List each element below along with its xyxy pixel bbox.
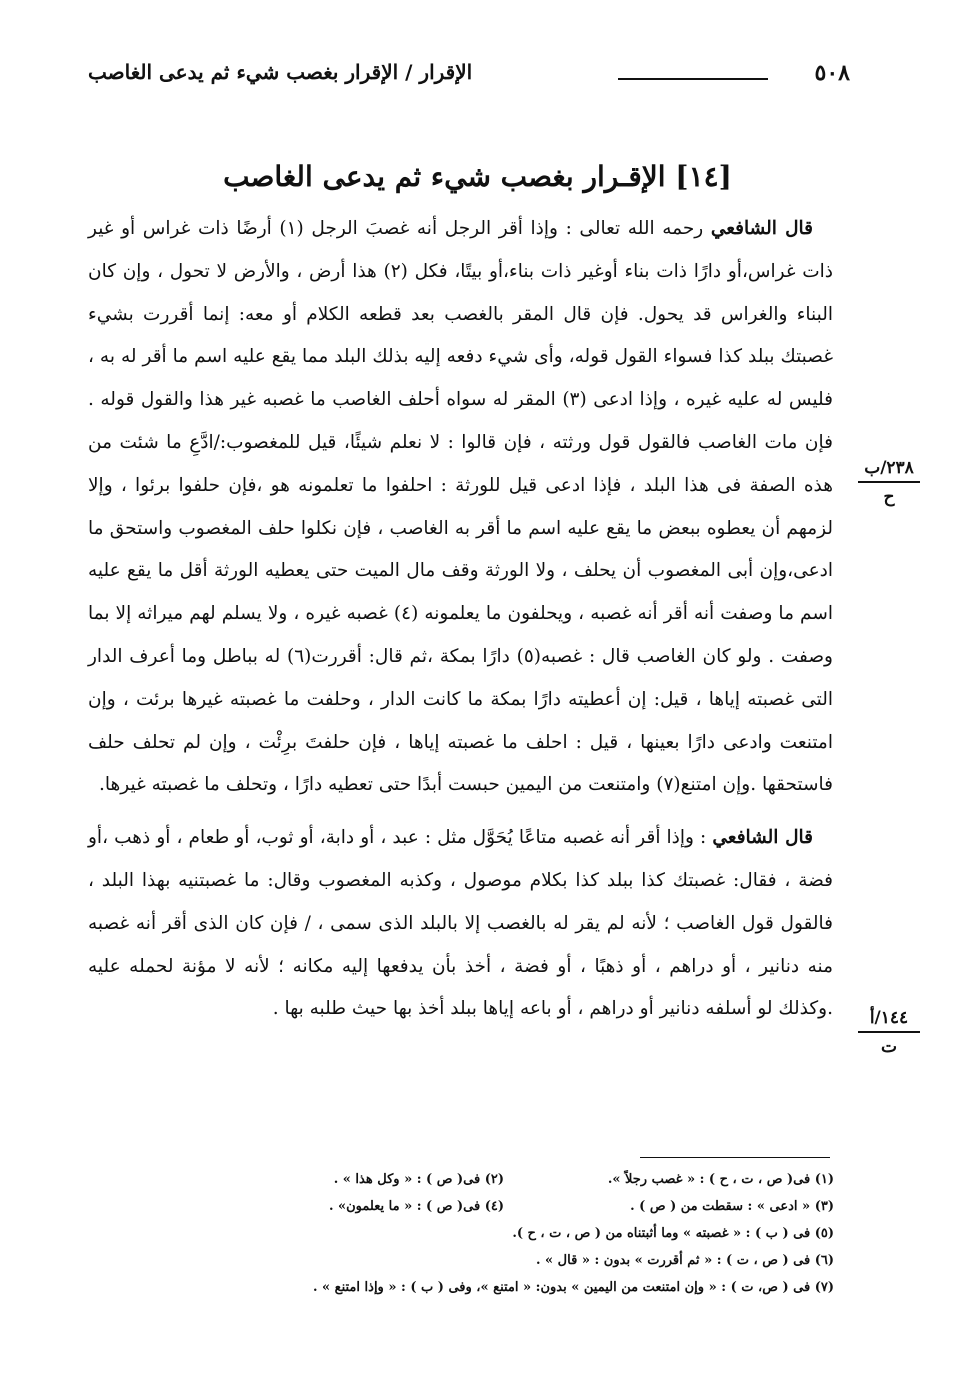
footnote-row	[150, 1166, 834, 1193]
running-header	[88, 58, 850, 98]
margin-reference	[858, 1008, 920, 1057]
running-title: الإقرار / الإقرار بغصب شيء ثم يدعى الغاصب	[88, 60, 473, 84]
page-number: ٥٠٨	[814, 60, 850, 86]
paragraph-2	[88, 817, 833, 1031]
margin-reference	[858, 458, 920, 507]
footnote: (٥) فى ( ب ) : « غصبته » وما أثبتناه من ( ص ، ت ، ح ).	[512, 1226, 834, 1241]
speaker-label: قال الشافعي	[712, 827, 813, 849]
speaker-label: قال الشافعي	[710, 218, 814, 239]
footnote: (٤) فى( ص ) : « ما يعلمون» .	[328, 1199, 504, 1214]
chapter-title: [١٤] الإقـرار بغصب شيء ثم يدعى الغاصب	[223, 160, 732, 193]
footnote: (٢) فى( ص ) : « وكل هذا » .	[333, 1172, 504, 1187]
paragraph-text: رحمه الله تعالى : وإذا أقر الرجل أنه غصبَ الرجل (١) أرضًا ذات غراس أو غير ذات غراس،أو دارًا ذات بناء أوغير ذات بناء،أو بيتًا، فكل (٢) هذا أرض ، والأرض لا تحول ، وإن كان البناء والغراس قد يحول. فإن قال المقر بالغصب بعد قطعه الكلام أو معه: إنما أقررت بشيء غصبتك ببلد كذا فسواء القول قوله، وأى شيء دفعه إليه بذلك البلد مما يقع عليه اسم ما أقر له به ، فليس له عليه غيره ، وإذا ادعى (٣) المقر له سواه أحلف الغاصب ما غصبه غير هذا والقول قوله . فإن مات الغاصب فالقول قول ورثته ، فإن قالوا : لا نعلم شيئًا، قيل للمغصوب:/ادَّعِ ما شئت من هذه الصفة فى هذا البلد ، فإذا ادعى قيل للورثة : احلفوا ما تعلمونه هو ،فإن حلفوا برئوا ، وإلا لزمهم أن يعطوه ببعض ما يقع عليه اسم ما أقر به الغاصب ، فإن نكلوا حلف المغصوب واستحق ما ادعى،وإن أبى المغصوب أن يحلف ، ولا الورثة وقف مال الميت حتى يعطيه الورثة أقل ما يقع عليه اسم ما وصفت أنه أقر أنه غصبه ، ويحلفون ما يعلمونه (٤) غصبه غيره ، ولا يسلم لهم ميراثه إلا بما وصفت . ولو كان الغاصب قال : غصبه(٥) دارًا بمكة ،ثم قال: أقررت(٦) له بباطل وما أعرف الدار التى غصبته إياها ، قيل: إن أعطيته دارًا بمكة ما كانت الدار ، وحلفت ما غصبته غيرها برئت ، وإن امتنعت وادعى دارًا بعينها ، قيل : احلف ما غصبته إياها ، فإن حلفتَ برِئْت ، وإن لم تحلف حلف فاستحقها .وإن امتنع(٧) وامتنعت من اليمين حبست أبدًا حتى تعطيه دارًا ، وتحلف ما غصبته غيرها.	[88, 218, 834, 796]
margin-reference-manuscript: ت	[880, 1037, 897, 1057]
paragraph-1	[88, 208, 833, 807]
margin-reference-manuscript: ح	[883, 487, 895, 507]
paragraph-text: : وإذا أقر أنه غصبه متاعًا يُحَوَّل مثل : عبد ، أو دابة، أو ثوب، أو طعام ، أو ذهب ،أو فضة ، فقال: غصبتك كذا ببلد كذا بكلام موصول ، وكذبه المغصوب وقال: ما غصبتنيه بهذا البلد ، فالقول قول الغاصب ؛ لأنه لم يقر له بالغصب إلا بالبلد الذى سمى ، / فإن كان الذى أقر أنه غصبه منه دنانير ، أو دراهم ، أو ذهبًا ، أو فضة ، أخذ بأن يدفعها إليه مكانه ؛ لأنه لا مؤنة لحمله عليه .وكذلك لو أسلفه دنانير أو دراهم ، أو باعه إياها ببلد أخذ بها حيث طلبه بها .	[88, 827, 833, 1020]
footnote: (٣) « ادعى » : سقطت من ( ص ) .	[630, 1199, 834, 1214]
footnote-row	[150, 1193, 834, 1220]
margin-reference-folio: ١٤٤/أ	[858, 1008, 920, 1033]
main-text	[88, 208, 833, 1031]
footnote: (٦) فى ( ص ، ت ) : « ثم أقررت » بدون : « قال » .	[535, 1253, 834, 1268]
margin-reference-folio: ٢٣٨/ب	[858, 458, 920, 483]
footnote: (١) فى( ص ، ت ، ح ) : « غصب رجلاً ».	[607, 1172, 834, 1187]
header-rule	[618, 78, 768, 80]
footnotes	[150, 1166, 834, 1301]
footnote-rule	[640, 1157, 830, 1158]
footnote: (٧) فى ( ص، ت ) : « وإن امتنعت من اليمين » بدون: « امتنع »، وفى ( ب ) : « وإذا امتنع » .	[312, 1280, 834, 1295]
